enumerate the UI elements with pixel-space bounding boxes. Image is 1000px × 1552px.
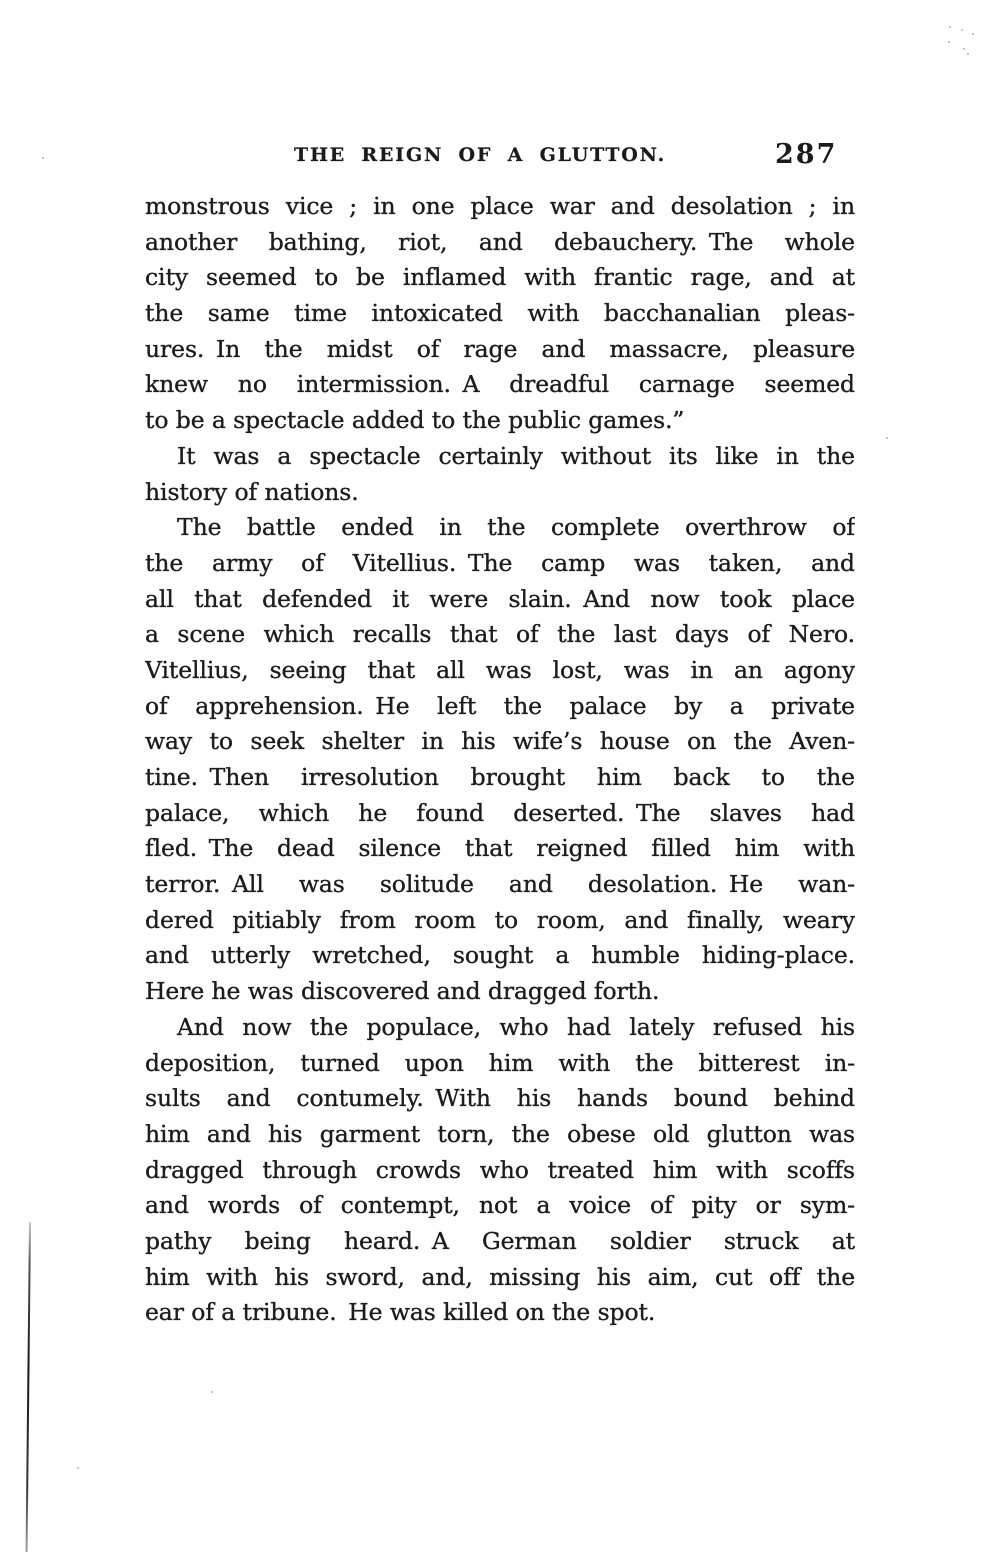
scan-speck — [77, 1467, 79, 1469]
text-line: history of nations. — [145, 477, 359, 506]
running-header-title: THE REIGN OF A GLUTTON. — [294, 144, 666, 166]
text-line: And now the populace, who had lately refused his — [177, 1012, 855, 1041]
text-line: the same time intoxicated with bacchanalian pleas- — [145, 299, 855, 328]
scan-speck — [948, 41, 950, 43]
text-line: tine. Then irresolution brought him back to the — [145, 763, 855, 791]
page-number: 287 — [775, 139, 838, 170]
text-line: terror. All was solitude and desolation. He wan- — [145, 870, 855, 899]
text-line: to be a spectacle added to the public games.” — [145, 406, 685, 435]
scan-speck — [967, 53, 969, 55]
text-line: city seemed to be inflamed with frantic rage, and at — [145, 263, 855, 292]
text-line: him with his sword, and, missing his aim, cut off the — [145, 1262, 855, 1291]
scan-speck — [42, 157, 44, 159]
text-line: all that defended it were slain. And now took place — [145, 584, 855, 613]
scan-speck — [972, 33, 974, 35]
scan-gutter-line-artifact — [26, 1222, 31, 1552]
text-line: dered pitiably from room to room, and finally, weary — [145, 905, 855, 934]
text-line: The battle ended in the complete overthrow of — [177, 513, 855, 542]
text-line: deposition, turned upon him with the bitterest in- — [145, 1048, 855, 1077]
text-line: a scene which recalls that of the last days of Nero. — [145, 620, 855, 649]
scan-speck — [886, 437, 888, 439]
text-line: of apprehension. He left the palace by a private — [145, 691, 855, 720]
text-line: It was a spectacle certainly without its like in the — [177, 441, 855, 470]
text-line: pathy being heard. A German soldier struck at — [145, 1226, 855, 1255]
text-line: monstrous vice ; in one place war and desolation ; in — [145, 192, 855, 220]
scan-speck — [963, 48, 965, 50]
page-text — [145, 189, 855, 1331]
scan-speck — [949, 26, 951, 28]
scan-speck — [211, 1391, 213, 1393]
text-line: fled. The dead silence that reigned filled him with — [145, 834, 855, 863]
text-line: and utterly wretched, sought a humble hiding-place. — [145, 941, 855, 970]
text-line: him and his garment torn, the obese old glutton was — [145, 1119, 855, 1148]
scan-speck — [961, 29, 963, 31]
text-line: and words of contempt, not a voice of pity or sym- — [145, 1191, 855, 1220]
text-line: the army of Vitellius. The camp was taken, and — [145, 548, 855, 577]
text-line: Here he was discovered and dragged forth. — [145, 977, 660, 1006]
text-line: ures. In the midst of rage and massacre, pleasure — [145, 334, 855, 363]
text-line: knew no intermission. A dreadful carnage seemed — [145, 370, 855, 399]
text-line: Vitellius, seeing that all was lost, was in an agony — [145, 655, 855, 684]
text-line: another bathing, riot, and debauchery. The whole — [145, 227, 855, 256]
text-line: palace, which he found deserted. The slaves had — [145, 798, 855, 827]
text-line: dragged through crowds who treated him with scoffs — [145, 1155, 855, 1184]
text-line: ear of a tribune. He was killed on the spot. — [145, 1298, 656, 1327]
text-line: way to seek shelter in his wife’s house on the Aven- — [145, 727, 855, 756]
text-line: sults and contumely. With his hands bound behind — [145, 1084, 855, 1113]
